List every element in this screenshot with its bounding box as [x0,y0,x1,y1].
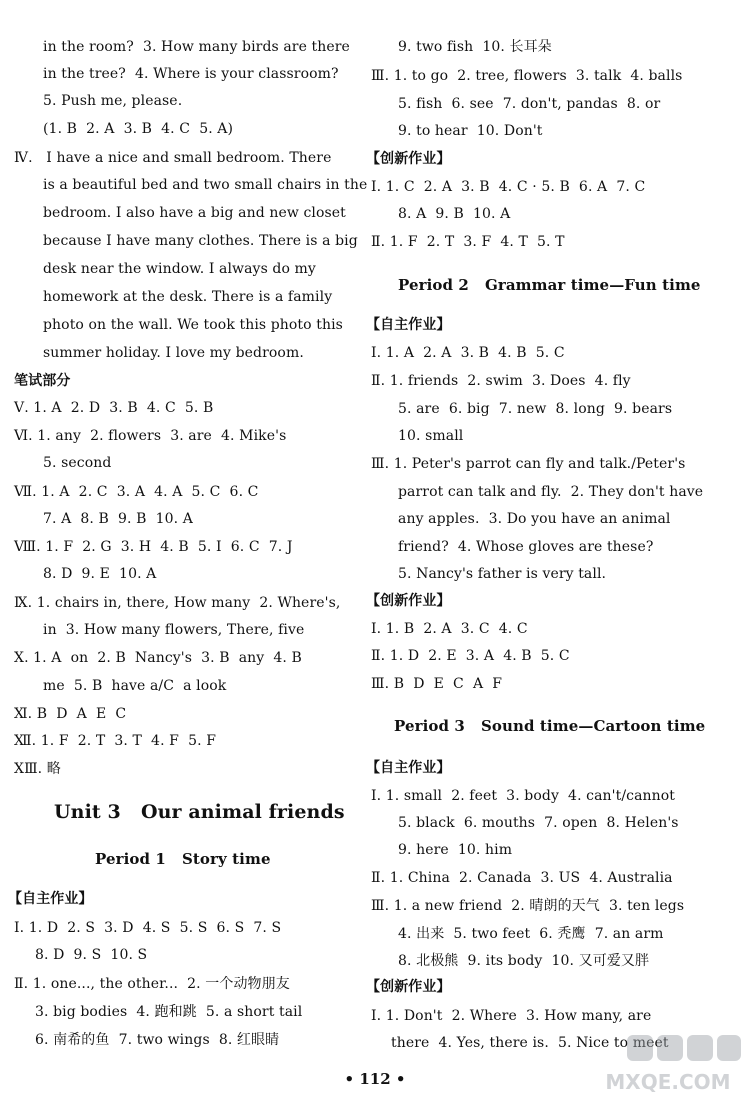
answer-line: Ⅵ. 1. any 2. flowers 3. are 4. Mike's [14,428,287,444]
answer-line: me 5. B have a/C a look [43,678,227,694]
answer-line: Ⅻ. 1. F 2. T 3. T 4. F 5. F [14,733,217,749]
answer-line: 5. second [43,455,112,471]
answer-line: Ⅱ. 1. China 2. Canada 3. US 4. Australia [371,870,673,886]
answer-line: Ⅴ. 1. A 2. D 3. B 4. C 5. B [14,400,214,416]
answer-line: Ⅸ. 1. chairs in, there, How many 2. Where's, [14,595,341,611]
answer-line: Ⅲ. 1. a new friend 2. 晴朗的天气 3. ten legs [371,898,685,914]
watermark-icon [593,1031,743,1099]
passage-line: bedroom. I also have a big and new closet [43,205,346,221]
answer-line: Ⅱ. 1. one..., the other... 2. 一个动物朋友 [14,976,290,992]
answer-line: Ⅺ. B D A E C [14,706,127,722]
answer-line: Ⅱ. 1. D 2. E 3. A 4. B 5. C [371,648,570,664]
passage-line: photo on the wall. We took this photo this [43,317,343,333]
answer-line: Ⅰ. 1. C 2. A 3. B 4. C · 5. B 6. A 7. C [371,179,646,195]
answer-key-line: (1. B 2. A 3. B 4. C 5. A) [43,121,234,137]
answer-line: Ⅶ. 1. A 2. C 3. A 4. A 5. C 6. C [14,484,259,500]
passage-line: is a beautiful bed and two small chairs in the [43,177,368,193]
answer-line: Ⅹ. 1. A on 2. B Nancy's 3. B any 4. B [14,650,302,666]
section-heading: 笔试部分 [14,373,71,389]
answer-line: Ⅱ. 1. F 2. T 3. F 4. T 5. T [371,234,565,250]
answer-line: Ⅰ. 1. A 2. A 3. B 4. B 5. C [371,345,565,361]
answer-line: 6. 南希的鱼 7. two wings 8. 红眼睛 [35,1032,280,1048]
answer-line: 5. are 6. big 7. new 8. long 9. bears [398,401,673,417]
text-line: in the tree? 4. Where is your classroom? [43,66,339,82]
section-heading: 【创新作业】 [366,979,451,995]
answer-line: 8. A 9. B 10. A [398,206,511,222]
answer-line: 3. big bodies 4. 跑和跳 5. a short tail [35,1004,303,1020]
answer-line: 4. 出来 5. two feet 6. 秃鹰 7. an arm [398,926,664,942]
watermark-text: MXQE.COM [605,1070,731,1094]
answer-line: Ⅲ. 1. to go 2. tree, flowers 3. talk 4. balls [371,68,683,84]
answer-line: Ⅰ. 1. D 2. S 3. D 4. S 5. S 6. S 7. S [14,920,282,936]
answer-line: Ⅲ. 1. Peter's parrot can fly and talk./Peter's [371,456,686,472]
answer-line: 5. fish 6. see 7. don't, pandas 8. or [398,96,661,112]
section-heading: 【创新作业】 [366,151,451,167]
answer-line: 9. to hear 10. Don't [398,123,543,139]
section-heading: 【创新作业】 [366,593,451,609]
answer-line: in 3. How many flowers, There, five [43,622,305,638]
watermark-logo [593,1031,743,1099]
section-heading: 【自主作业】 [366,760,451,776]
answer-line: Ⅷ. 1. F 2. G 3. H 4. B 5. I 6. C 7. J [14,539,293,555]
answer-line: 9. two fish 10. 长耳朵 [398,39,552,55]
passage-line: desk near the window. I always do my [43,261,316,277]
text-line: in the room? 3. How many birds are there [43,39,350,55]
passage-line: because I have many clothes. There is a big [43,233,358,249]
answer-line: parrot can talk and fly. 2. They don't have [398,484,704,500]
answer-line: there 4. Yes, there is. 5. Nice to meet [391,1035,669,1051]
page-number: • 112 • [344,1070,406,1088]
passage-line: summer holiday. I love my bedroom. [43,345,304,361]
answer-line: 5. Nancy's father is very tall. [398,566,607,582]
period-title: Period 3 Sound time—Cartoon time [394,717,706,735]
period-title: Period 1 Story time [95,850,271,868]
section-heading: 【自主作业】 [366,317,451,333]
answer-line: 5. black 6. mouths 7. open 8. Helen's [398,815,679,831]
answer-line: 8. D 9. E 10. A [43,566,157,582]
answer-line: 8. 北极熊 9. its body 10. 又可爱又胖 [398,953,650,969]
section-heading: 【自主作业】 [8,891,93,907]
unit-title: Unit 3 Our animal friends [54,801,345,823]
answer-line: Ⅰ. 1. B 2. A 3. C 4. C [371,621,528,637]
answer-line: 8. D 9. S 10. S [35,947,148,963]
period-title: Period 2 Grammar time—Fun time [398,276,701,294]
answer-line: 9. here 10. him [398,842,513,858]
passage-line: homework at the desk. There is a family [43,289,333,305]
answer-line: any apples. 3. Do you have an animal [398,511,671,527]
answer-line: Ⅱ. 1. friends 2. swim 3. Does 4. fly [371,373,631,389]
answer-line: Ⅲ. B D E C A F [371,676,503,692]
answer-line: Ⅰ. 1. small 2. feet 3. body 4. can't/cannot [371,788,676,804]
answer-line: ⅩⅢ. 略 [14,761,61,777]
text-line: 5. Push me, please. [43,93,183,109]
answer-line: friend? 4. Whose gloves are these? [398,539,654,555]
answer-line: Ⅰ. 1. Don't 2. Where 3. How many, are [371,1008,652,1024]
answer-line: 7. A 8. B 9. B 10. A [43,511,193,527]
answer-line: 10. small [398,428,464,444]
passage-line: Ⅳ. I have a nice and small bedroom. There [14,150,332,166]
